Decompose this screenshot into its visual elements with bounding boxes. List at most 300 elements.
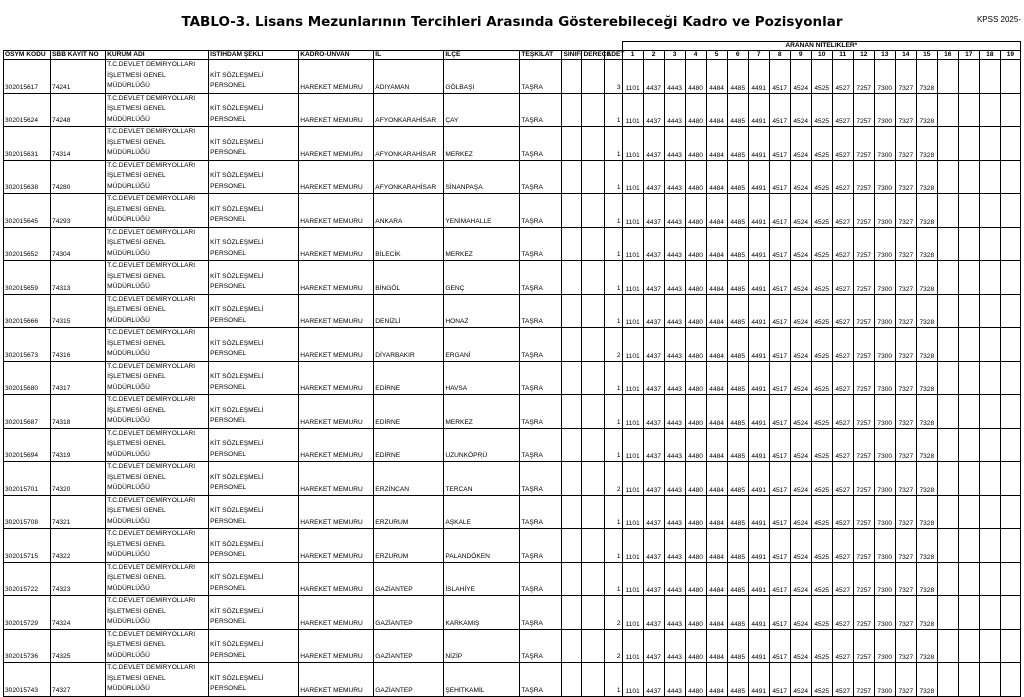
column-header: KURUM ADI (106, 51, 209, 60)
qualification-code-cell: 7327 (895, 395, 916, 429)
quota-cell: 1 (605, 663, 622, 697)
qualification-code-cell: 4484 (706, 395, 727, 429)
qualification-code-cell: 1101 (622, 629, 643, 663)
qualification-code-cell: 4524 (790, 596, 811, 630)
province-cell: BİLECİK (374, 227, 444, 261)
qualification-code-cell: 1101 (622, 663, 643, 697)
qualification-code-cell: 4517 (769, 160, 790, 194)
qualification-code-cell: 7328 (916, 462, 937, 496)
qualification-code-cell (958, 663, 979, 697)
quota-cell: 1 (605, 227, 622, 261)
qualification-number-header: 14 (895, 51, 916, 60)
positions-table (3, 41, 1021, 697)
qualification-code-cell: 4527 (832, 328, 853, 362)
qualification-code-cell: 7257 (853, 127, 874, 161)
province-cell: GAZİANTEP (374, 596, 444, 630)
province-cell: DİYARBAKIR (374, 328, 444, 362)
osym-code-cell: 302015673 (4, 328, 51, 362)
qualification-code-cell (937, 160, 958, 194)
qualification-code-cell: 4491 (748, 127, 769, 161)
qualification-code-cell: 4443 (664, 93, 685, 127)
quota-cell: 1 (605, 93, 622, 127)
position-title-cell: HAREKET MEMURU (299, 395, 374, 429)
qualification-code-cell: 7328 (916, 596, 937, 630)
qualification-code-cell: 4525 (811, 663, 832, 697)
qualification-number-header: 18 (979, 51, 1000, 60)
position-title-cell: HAREKET MEMURU (299, 629, 374, 663)
qualification-code-cell: 4484 (706, 462, 727, 496)
grade-cell (582, 596, 605, 630)
qualification-code-cell: 1101 (622, 127, 643, 161)
institution-cell: T.C.DEVLET DEMİRYOLLARI İŞLETMESİ GENEL MÜDÜRLÜĞÜ (106, 495, 209, 529)
qualification-code-cell: 4480 (685, 663, 706, 697)
qualification-code-cell: 4484 (706, 428, 727, 462)
class-cell (562, 227, 582, 261)
employment-type-cell: KİT SÖZLEŞMELİ PERSONEL (209, 663, 299, 697)
organization-cell: TAŞRA (520, 361, 562, 395)
qualification-code-cell: 7327 (895, 328, 916, 362)
qualification-code-cell: 4485 (727, 227, 748, 261)
qualification-code-cell: 7257 (853, 60, 874, 94)
grade-cell (582, 60, 605, 94)
qualification-code-cell: 4443 (664, 428, 685, 462)
osym-code-cell: 302015659 (4, 261, 51, 295)
qualification-code-cell: 4527 (832, 361, 853, 395)
qualification-code-cell: 4491 (748, 60, 769, 94)
qualification-code-cell: 4443 (664, 328, 685, 362)
qualification-code-cell: 4524 (790, 395, 811, 429)
qualification-code-cell (937, 462, 958, 496)
qualification-code-cell: 4437 (643, 529, 664, 563)
qualification-code-cell (1000, 663, 1020, 697)
qualification-code-cell: 4443 (664, 395, 685, 429)
qualification-code-cell: 7300 (874, 562, 895, 596)
qualification-code-cell: 4437 (643, 629, 664, 663)
grade-cell (582, 261, 605, 295)
qualification-code-cell: 7300 (874, 160, 895, 194)
qualification-code-cell: 4484 (706, 93, 727, 127)
position-title-cell: HAREKET MEMURU (299, 127, 374, 161)
qualification-code-cell: 4527 (832, 629, 853, 663)
quota-cell: 1 (605, 127, 622, 161)
qualification-code-cell: 4484 (706, 261, 727, 295)
qualification-code-cell (979, 227, 1000, 261)
qualification-code-cell: 7300 (874, 663, 895, 697)
qualification-code-cell (979, 160, 1000, 194)
qualification-code-cell: 4491 (748, 428, 769, 462)
qualification-code-cell (1000, 428, 1020, 462)
province-cell: DENİZLİ (374, 294, 444, 328)
qualification-code-cell: 1101 (622, 194, 643, 228)
class-cell (562, 596, 582, 630)
qualification-code-cell: 7300 (874, 596, 895, 630)
osym-code-cell: 302015652 (4, 227, 51, 261)
qualification-code-cell: 4437 (643, 127, 664, 161)
qualification-code-cell: 7328 (916, 294, 937, 328)
district-cell: MERKEZ (444, 227, 520, 261)
sbb-no-cell: 74323 (51, 562, 106, 596)
qualification-code-cell: 7328 (916, 227, 937, 261)
institution-cell: T.C.DEVLET DEMİRYOLLARI İŞLETMESİ GENEL MÜDÜRLÜĞÜ (106, 596, 209, 630)
qualification-code-cell: 4480 (685, 328, 706, 362)
qualification-code-cell: 7300 (874, 261, 895, 295)
qualification-code-cell: 4524 (790, 194, 811, 228)
osym-code-cell: 302015631 (4, 127, 51, 161)
qualification-code-cell: 4524 (790, 562, 811, 596)
qualification-code-cell: 4485 (727, 462, 748, 496)
qualification-code-cell: 1101 (622, 596, 643, 630)
qualification-code-cell: 4524 (790, 227, 811, 261)
qualification-code-cell (937, 495, 958, 529)
class-cell (562, 562, 582, 596)
qualification-code-cell: 4524 (790, 294, 811, 328)
class-cell (562, 395, 582, 429)
qualification-code-cell: 7327 (895, 261, 916, 295)
qualification-number-header: 7 (748, 51, 769, 60)
qualification-number-header: 19 (1000, 51, 1020, 60)
qualification-code-cell (937, 261, 958, 295)
table-row (4, 562, 1021, 596)
qualification-code-cell (1000, 361, 1020, 395)
qualification-code-cell: 4525 (811, 629, 832, 663)
grade-cell (582, 160, 605, 194)
organization-cell: TAŞRA (520, 60, 562, 94)
qualification-code-cell: 7327 (895, 663, 916, 697)
qualification-code-cell: 7327 (895, 529, 916, 563)
grade-cell (582, 227, 605, 261)
qualification-code-cell: 7327 (895, 127, 916, 161)
qualification-code-cell: 4517 (769, 294, 790, 328)
osym-code-cell: 302015743 (4, 663, 51, 697)
qualification-code-cell: 4485 (727, 428, 748, 462)
qualification-code-cell: 4517 (769, 361, 790, 395)
qualification-code-cell: 4525 (811, 395, 832, 429)
qualification-code-cell: 4437 (643, 596, 664, 630)
organization-cell: TAŞRA (520, 428, 562, 462)
osym-code-cell: 302015638 (4, 160, 51, 194)
qualification-code-cell: 4524 (790, 127, 811, 161)
qualification-code-cell: 4443 (664, 160, 685, 194)
qualification-code-cell: 4491 (748, 596, 769, 630)
class-cell (562, 529, 582, 563)
employment-type-cell: KİT SÖZLEŞMELİ PERSONEL (209, 60, 299, 94)
column-header: İL (374, 51, 444, 60)
qualification-code-cell (1000, 227, 1020, 261)
qualification-code-cell: 7328 (916, 562, 937, 596)
class-cell (562, 93, 582, 127)
qualification-code-cell (979, 261, 1000, 295)
qualification-code-cell: 4491 (748, 294, 769, 328)
qualification-code-cell: 4485 (727, 93, 748, 127)
qualification-code-cell: 4527 (832, 294, 853, 328)
qualification-number-header: 5 (706, 51, 727, 60)
qualification-code-cell (958, 294, 979, 328)
employment-type-cell: KİT SÖZLEŞMELİ PERSONEL (209, 462, 299, 496)
qualification-code-cell: 1101 (622, 529, 643, 563)
qualification-code-cell: 4437 (643, 93, 664, 127)
province-cell: AFYONKARAHİSAR (374, 93, 444, 127)
institution-cell: T.C.DEVLET DEMİRYOLLARI İŞLETMESİ GENEL MÜDÜRLÜĞÜ (106, 160, 209, 194)
qualification-code-cell: 4524 (790, 261, 811, 295)
qualification-code-cell: 7327 (895, 194, 916, 228)
osym-code-cell: 302015729 (4, 596, 51, 630)
qualification-code-cell: 4443 (664, 529, 685, 563)
qualification-code-cell: 4517 (769, 60, 790, 94)
position-title-cell: HAREKET MEMURU (299, 227, 374, 261)
qualification-code-cell (1000, 495, 1020, 529)
table-row (4, 261, 1021, 295)
employment-type-cell: KİT SÖZLEŞMELİ PERSONEL (209, 194, 299, 228)
qualification-code-cell: 4527 (832, 227, 853, 261)
table-row (4, 60, 1021, 94)
position-title-cell: HAREKET MEMURU (299, 495, 374, 529)
qualification-code-cell: 4491 (748, 395, 769, 429)
qualification-code-cell: 4443 (664, 629, 685, 663)
qualification-code-cell: 4480 (685, 227, 706, 261)
organization-cell: TAŞRA (520, 194, 562, 228)
qualification-code-cell: 4437 (643, 261, 664, 295)
qualification-code-cell: 4480 (685, 596, 706, 630)
province-cell: ADIYAMAN (374, 60, 444, 94)
qualification-code-cell: 4480 (685, 462, 706, 496)
position-title-cell: HAREKET MEMURU (299, 663, 374, 697)
qualification-code-cell: 4437 (643, 395, 664, 429)
class-cell (562, 60, 582, 94)
qualification-code-cell: 4525 (811, 160, 832, 194)
qualification-code-cell: 4491 (748, 328, 769, 362)
institution-cell: T.C.DEVLET DEMİRYOLLARI İŞLETMESİ GENEL MÜDÜRLÜĞÜ (106, 227, 209, 261)
qualification-code-cell (1000, 562, 1020, 596)
qualification-code-cell: 4443 (664, 194, 685, 228)
qualification-code-cell (1000, 462, 1020, 496)
qualification-code-cell (958, 194, 979, 228)
qualification-code-cell: 4524 (790, 60, 811, 94)
quota-cell: 2 (605, 328, 622, 362)
qualification-code-cell: 1101 (622, 328, 643, 362)
province-cell: AFYONKARAHİSAR (374, 160, 444, 194)
qualification-code-cell: 7328 (916, 160, 937, 194)
qualification-code-cell (958, 462, 979, 496)
qualification-code-cell: 4525 (811, 294, 832, 328)
province-cell: ERZURUM (374, 529, 444, 563)
qualification-code-cell (937, 227, 958, 261)
organization-cell: TAŞRA (520, 294, 562, 328)
qualification-code-cell: 4484 (706, 663, 727, 697)
qualification-code-cell (937, 294, 958, 328)
institution-cell: T.C.DEVLET DEMİRYOLLARI İŞLETMESİ GENEL MÜDÜRLÜĞÜ (106, 629, 209, 663)
qualification-code-cell (958, 428, 979, 462)
position-title-cell: HAREKET MEMURU (299, 194, 374, 228)
qualification-code-cell: 4443 (664, 60, 685, 94)
column-header: KADRO-ÜNVAN (299, 51, 374, 60)
class-cell (562, 495, 582, 529)
qualification-code-cell: 4484 (706, 629, 727, 663)
qualification-number-header: 9 (790, 51, 811, 60)
qualification-code-cell: 4443 (664, 227, 685, 261)
class-cell (562, 160, 582, 194)
column-header: DERECE (583, 51, 611, 58)
qualification-code-cell: 4527 (832, 395, 853, 429)
qualification-code-cell (979, 529, 1000, 563)
qualification-code-cell: 7257 (853, 93, 874, 127)
qualification-code-cell (1000, 395, 1020, 429)
qualification-code-cell: 7300 (874, 629, 895, 663)
institution-cell: T.C.DEVLET DEMİRYOLLARI İŞLETMESİ GENEL MÜDÜRLÜĞÜ (106, 361, 209, 395)
qualification-code-cell: 7328 (916, 428, 937, 462)
qualification-code-cell: 7327 (895, 629, 916, 663)
qualification-code-cell: 7300 (874, 361, 895, 395)
organization-cell: TAŞRA (520, 395, 562, 429)
qualification-code-cell: 7300 (874, 529, 895, 563)
employment-type-cell: KİT SÖZLEŞMELİ PERSONEL (209, 596, 299, 630)
qualification-code-cell: 4484 (706, 294, 727, 328)
qualification-code-cell: 4517 (769, 529, 790, 563)
qualification-code-cell: 7328 (916, 127, 937, 161)
qualification-code-cell: 4437 (643, 361, 664, 395)
district-cell: NİZİP (444, 629, 520, 663)
sbb-no-cell: 74321 (51, 495, 106, 529)
employment-type-cell: KİT SÖZLEŞMELİ PERSONEL (209, 127, 299, 161)
qualification-code-cell: 7257 (853, 562, 874, 596)
qualification-code-cell: 4437 (643, 227, 664, 261)
qualification-code-cell: 4517 (769, 562, 790, 596)
qualification-number-header: 2 (643, 51, 664, 60)
qualification-code-cell: 1101 (622, 495, 643, 529)
position-title-cell: HAREKET MEMURU (299, 462, 374, 496)
class-cell (562, 261, 582, 295)
qualification-code-cell (958, 361, 979, 395)
qualification-code-cell (1000, 328, 1020, 362)
qualification-number-header: 3 (664, 51, 685, 60)
column-header-row (4, 51, 1021, 60)
qualification-code-cell (937, 127, 958, 161)
qualification-code-cell: 7327 (895, 93, 916, 127)
qualification-code-cell: 7300 (874, 60, 895, 94)
qualification-code-cell: 4517 (769, 328, 790, 362)
qualification-number-header: 6 (727, 51, 748, 60)
qualification-code-cell: 4437 (643, 562, 664, 596)
osym-code-cell: 302015694 (4, 428, 51, 462)
qualification-code-cell: 4524 (790, 328, 811, 362)
organization-cell: TAŞRA (520, 261, 562, 295)
organization-cell: TAŞRA (520, 596, 562, 630)
employment-type-cell: KİT SÖZLEŞMELİ PERSONEL (209, 395, 299, 429)
qualification-code-cell: 7300 (874, 127, 895, 161)
qualification-code-cell: 4485 (727, 495, 748, 529)
class-cell (562, 462, 582, 496)
qualification-code-cell: 4517 (769, 462, 790, 496)
qualification-code-cell: 7257 (853, 596, 874, 630)
qualification-code-cell: 7327 (895, 227, 916, 261)
sbb-no-cell: 74304 (51, 227, 106, 261)
quota-cell: 1 (605, 261, 622, 295)
quota-cell: 2 (605, 629, 622, 663)
position-title-cell: HAREKET MEMURU (299, 60, 374, 94)
qualification-code-cell: 4517 (769, 495, 790, 529)
page-title: TABLO-3. Lisans Mezunlarının Tercihleri Arasında Gösterebileceği Kadro ve Pozisyonlar (181, 14, 843, 30)
grade-cell (582, 462, 605, 496)
grade-cell (582, 93, 605, 127)
qualification-code-cell (979, 127, 1000, 161)
class-cell (562, 361, 582, 395)
qualification-code-cell (1000, 60, 1020, 94)
qualification-code-cell: 7328 (916, 261, 937, 295)
qualification-code-cell: 7300 (874, 93, 895, 127)
province-cell: EDİRNE (374, 361, 444, 395)
qualification-code-cell: 4525 (811, 227, 832, 261)
qualification-code-cell (937, 395, 958, 429)
qualification-code-cell (979, 294, 1000, 328)
qualification-code-cell: 7257 (853, 194, 874, 228)
qualification-code-cell: 4437 (643, 294, 664, 328)
sbb-no-cell: 74327 (51, 663, 106, 697)
organization-cell: TAŞRA (520, 328, 562, 362)
table-row (4, 495, 1021, 529)
grade-cell (582, 529, 605, 563)
qualification-number-header: 12 (853, 51, 874, 60)
grade-cell (582, 495, 605, 529)
table-row (4, 361, 1021, 395)
qualification-code-cell: 7328 (916, 60, 937, 94)
qualification-code-cell: 4517 (769, 395, 790, 429)
qualification-code-cell (937, 93, 958, 127)
qualification-code-cell: 7327 (895, 60, 916, 94)
position-title-cell: HAREKET MEMURU (299, 261, 374, 295)
employment-type-cell: KİT SÖZLEŞMELİ PERSONEL (209, 495, 299, 529)
organization-cell: TAŞRA (520, 562, 562, 596)
qualification-code-cell: 4524 (790, 93, 811, 127)
qualification-code-cell: 7328 (916, 663, 937, 697)
employment-type-cell: KİT SÖZLEŞMELİ PERSONEL (209, 328, 299, 362)
sbb-no-cell: 74280 (51, 160, 106, 194)
qualification-code-cell: 4527 (832, 261, 853, 295)
quota-cell: 1 (605, 361, 622, 395)
qualification-code-cell: 4485 (727, 629, 748, 663)
table-row (4, 160, 1021, 194)
osym-code-cell: 302015708 (4, 495, 51, 529)
qualification-code-cell: 4485 (727, 562, 748, 596)
qualification-code-cell: 7300 (874, 294, 895, 328)
qualification-code-cell (958, 495, 979, 529)
qualification-code-cell (979, 60, 1000, 94)
quota-cell: 1 (605, 428, 622, 462)
institution-cell: T.C.DEVLET DEMİRYOLLARI İŞLETMESİ GENEL MÜDÜRLÜĞÜ (106, 194, 209, 228)
institution-cell: T.C.DEVLET DEMİRYOLLARI İŞLETMESİ GENEL MÜDÜRLÜĞÜ (106, 462, 209, 496)
qualification-code-cell: 1101 (622, 462, 643, 496)
qualification-code-cell: 7257 (853, 529, 874, 563)
qualification-number-header: 1 (622, 51, 643, 60)
class-cell (562, 629, 582, 663)
qualification-code-cell: 7328 (916, 495, 937, 529)
qualification-code-cell (958, 328, 979, 362)
sbb-no-cell: 74316 (51, 328, 106, 362)
organization-cell: TAŞRA (520, 529, 562, 563)
sbb-no-cell: 74241 (51, 60, 106, 94)
qualification-code-cell: 4517 (769, 227, 790, 261)
column-header: ÖSYM KODU (4, 51, 51, 60)
qualification-code-cell: 4525 (811, 428, 832, 462)
qualification-code-cell: 4485 (727, 596, 748, 630)
qualification-code-cell (958, 529, 979, 563)
qualification-code-cell: 1101 (622, 294, 643, 328)
qualification-code-cell: 4491 (748, 629, 769, 663)
district-cell: SİNANPAŞA (444, 160, 520, 194)
qualification-code-cell: 4525 (811, 194, 832, 228)
qualification-code-cell: 7300 (874, 495, 895, 529)
qualification-code-cell: 4480 (685, 93, 706, 127)
qualification-code-cell: 4484 (706, 596, 727, 630)
qualification-code-cell: 4480 (685, 294, 706, 328)
